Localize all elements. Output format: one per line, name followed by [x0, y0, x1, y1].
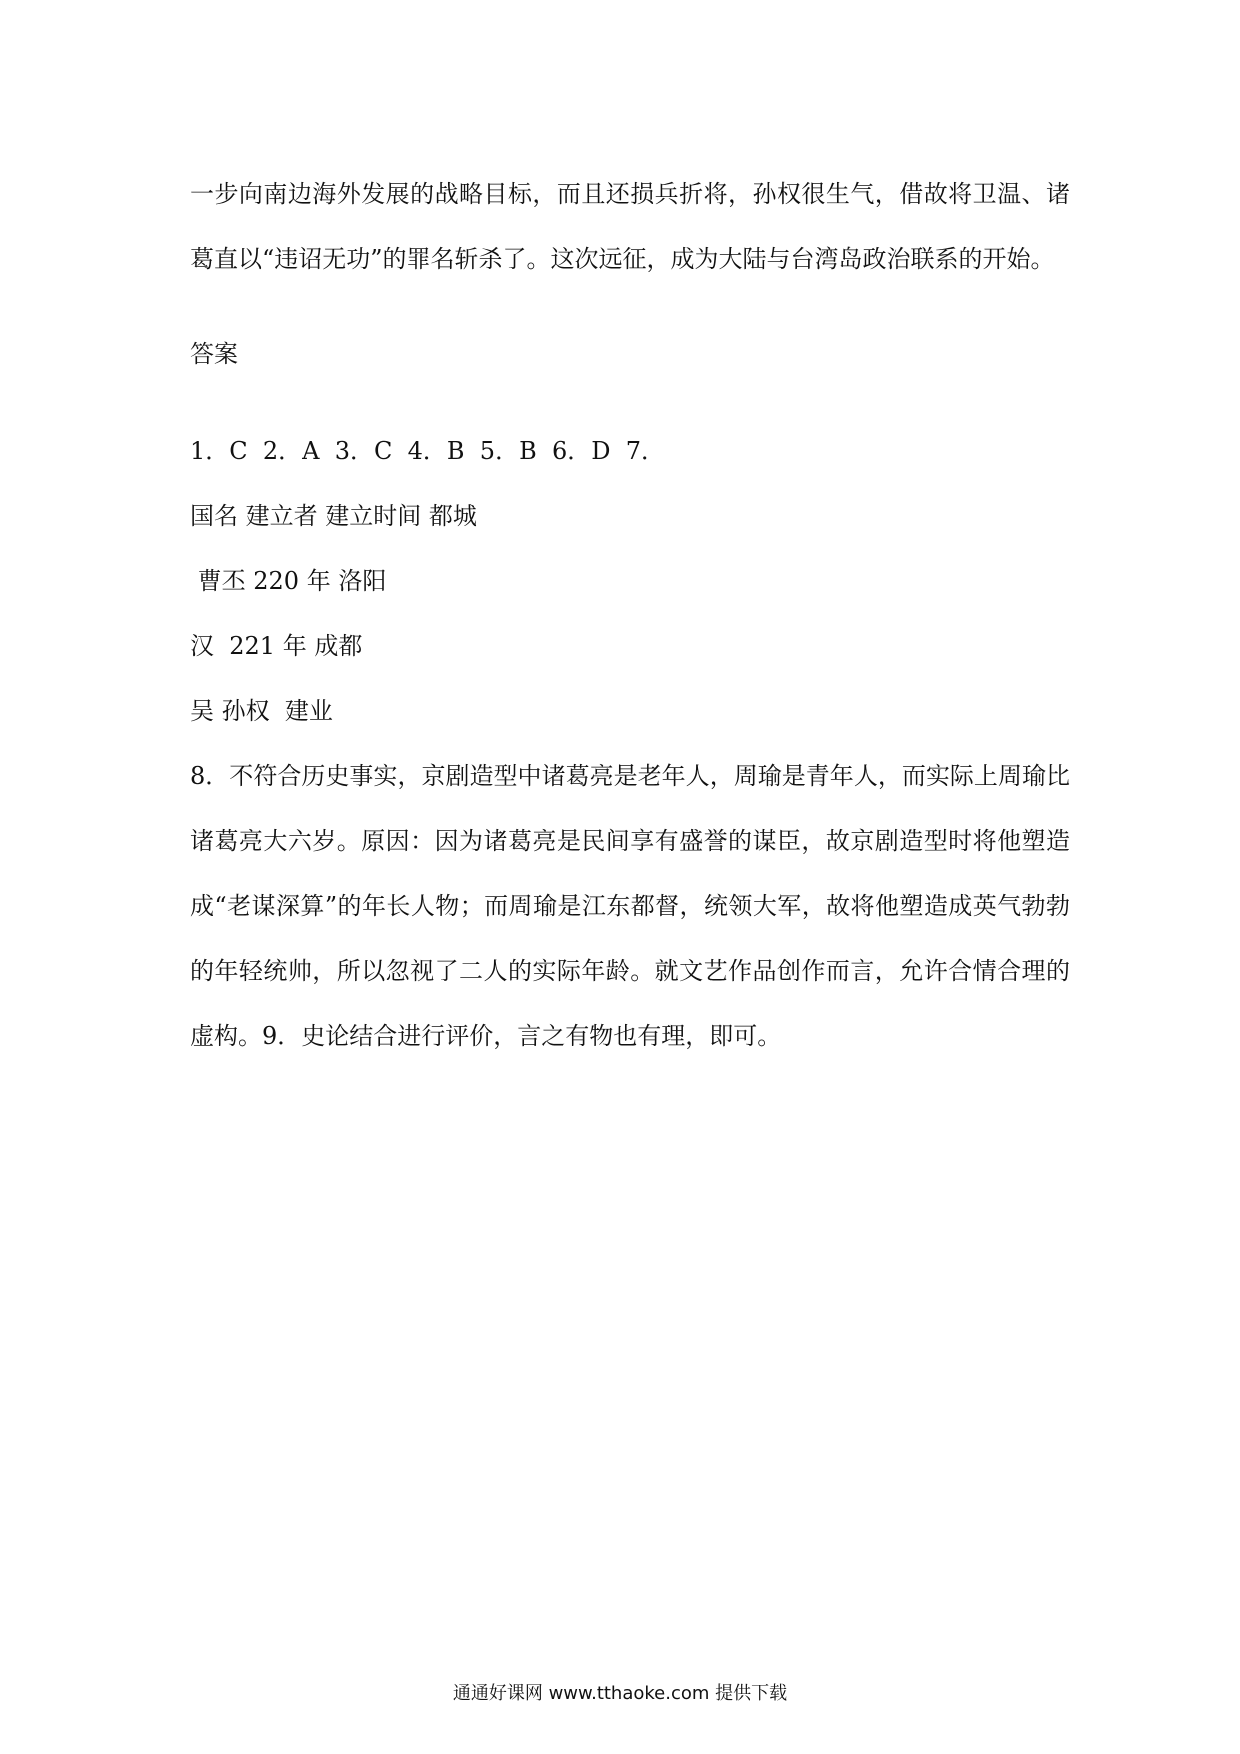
table-row-wei: 曹丕 220 年 洛阳: [190, 567, 387, 595]
answers-heading: 答案: [190, 340, 238, 368]
multiple-choice-answers: 1．C 2．A 3．C 4．B 5．B 6．D 7．: [190, 437, 666, 465]
intro-paragraph: 一步向南边海外发展的战略目标，而且还损兵折将，孙权很生气，借故将卫温、诸葛直以“违诏无功”的罪名斩杀了。这次远征，成为大陆与台湾岛政治联系的开始。: [190, 180, 1070, 273]
table-row-han: 汉 221 年 成都: [190, 632, 363, 660]
page-footer: 通通好课网 www.tthaoke.com 提供下载: [452, 1683, 788, 1704]
table-row-wu: 吴 孙权 建业: [190, 697, 333, 725]
document-body: [190, 162, 1070, 1069]
answer-8-paragraph: 8．不符合历史事实，京剧造型中诸葛亮是老年人，周瑜是青年人，而实际上周瑜比诸葛亮大六岁。原因：因为诸葛亮是民间享有盛誉的谋臣，故京剧造型时将他塑造成“老谋深算”的年长人物；而周瑜是江东都督，统领大军，故将他塑造成英气勃勃的年轻统帅，所以忽视了二人的实际年龄。就文艺作品创作而言，允许合情合理的虚构。9．史论结合进行评价，言之有物也有理，即可。: [190, 762, 1070, 1050]
table-row-header: 国名 建立者 建立时间 都城: [190, 502, 477, 530]
